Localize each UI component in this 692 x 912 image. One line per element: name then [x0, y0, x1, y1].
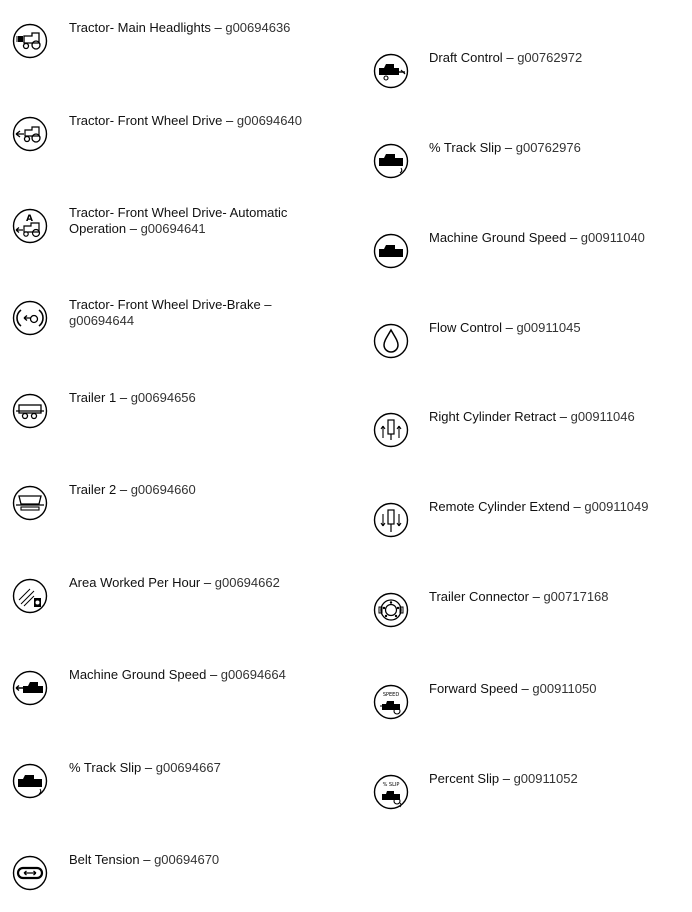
trailer-2-icon	[12, 485, 48, 521]
machine-ground-speed-icon	[373, 233, 409, 269]
symbol-label	[429, 409, 691, 425]
symbol-entry	[0, 760, 345, 820]
graphic-code: g00762972	[517, 50, 583, 65]
machine-ground-speed-icon	[12, 670, 48, 706]
graphic-code: g00694660	[130, 482, 196, 497]
symbol-label	[429, 50, 691, 66]
tractor-front-wheel-drive-icon	[12, 116, 48, 152]
symbol-entry	[360, 140, 692, 200]
symbol-title: Tractor- Main Headlights	[69, 20, 211, 35]
symbol-title: Forward Speed	[429, 681, 518, 696]
graphic-code: g00911040	[580, 230, 645, 245]
percent-slip-icon	[373, 774, 409, 810]
symbol-label	[69, 482, 309, 498]
symbol-entry	[360, 771, 692, 831]
symbol-title: Tractor- Front Wheel Drive	[69, 113, 223, 128]
symbol-label	[429, 499, 691, 515]
symbol-title: Remote Cylinder Extend	[429, 499, 570, 514]
symbol-entry	[0, 113, 345, 173]
track-slip-icon	[12, 763, 48, 799]
symbol-title: Tractor- Front Wheel Drive-Brake	[69, 297, 261, 312]
graphic-code: g00694644	[69, 313, 135, 328]
symbol-entry	[360, 409, 692, 469]
graphic-code: g00911049	[584, 499, 649, 514]
symbol-entry	[0, 852, 345, 912]
separator: –	[505, 320, 513, 335]
separator: –	[203, 575, 212, 590]
symbol-title: Machine Ground Speed	[429, 230, 567, 245]
symbol-entry	[0, 667, 345, 727]
symbol-title: Trailer Connector	[429, 589, 529, 604]
draft-control-icon	[373, 53, 409, 89]
symbol-label	[69, 297, 309, 329]
separator: –	[143, 852, 151, 867]
graphic-code: g00911046	[570, 409, 635, 424]
symbol-entry	[0, 20, 345, 80]
symbol-label	[69, 575, 309, 591]
tractor-fwd-automatic-icon	[12, 208, 48, 244]
separator: –	[559, 409, 568, 424]
separator: –	[521, 681, 529, 696]
graphic-code: g00694662	[214, 575, 280, 590]
symbol-title: Machine Ground Speed	[69, 667, 207, 682]
symbol-label	[429, 589, 691, 605]
symbol-entry	[0, 575, 345, 635]
separator: –	[502, 771, 510, 786]
trailer-1-icon	[12, 393, 48, 429]
graphic-code: g00911045	[516, 320, 581, 335]
symbol-label	[429, 771, 691, 787]
separator: –	[506, 50, 514, 65]
separator: –	[119, 482, 128, 497]
forward-speed-icon	[373, 684, 409, 720]
symbol-title: % Track Slip	[429, 140, 502, 155]
graphic-code: g00694664	[220, 667, 286, 682]
symbol-entry	[0, 482, 345, 542]
symbol-entry	[360, 499, 692, 559]
symbol-entry	[360, 230, 692, 290]
symbol-label	[429, 140, 691, 156]
symbol-title: % Track Slip	[69, 760, 142, 775]
icon-text: SPEED	[382, 692, 400, 698]
graphic-code: g00694640	[236, 113, 302, 128]
separator: –	[532, 589, 540, 604]
symbol-label	[69, 852, 309, 868]
graphic-code: g00911052	[513, 771, 578, 786]
graphic-code: g00694667	[155, 760, 221, 775]
graphic-code: g00694670	[154, 852, 220, 867]
symbol-title: Trailer 2	[69, 482, 117, 497]
symbol-entry	[0, 390, 345, 450]
symbol-label	[69, 20, 309, 36]
graphic-code: g00911050	[532, 681, 597, 696]
separator: –	[119, 390, 128, 405]
symbol-label	[429, 230, 691, 246]
symbol-label	[429, 320, 691, 336]
symbol-title: Trailer 1	[69, 390, 117, 405]
separator: –	[573, 499, 581, 514]
tractor-headlights-icon	[12, 23, 48, 59]
separator: –	[226, 113, 234, 128]
separator: –	[569, 230, 578, 245]
flow-control-icon	[373, 323, 409, 359]
symbol-label	[69, 760, 309, 776]
symbol-entry	[0, 297, 345, 357]
trailer-connector-icon	[373, 592, 409, 628]
symbol-title: Draft Control	[429, 50, 503, 65]
separator: –	[264, 297, 272, 312]
cylinder-retract-icon	[373, 412, 409, 448]
belt-tension-icon	[12, 855, 48, 891]
symbol-title: Right Cylinder Retract	[429, 409, 557, 424]
symbol-entry	[360, 320, 692, 380]
separator: –	[144, 760, 153, 775]
symbol-label	[69, 205, 309, 237]
separator: –	[214, 20, 222, 35]
graphic-code: g00694656	[130, 390, 196, 405]
graphic-code: g00694636	[225, 20, 291, 35]
graphic-code: g00717168	[543, 589, 609, 604]
graphic-code: g00694641	[140, 221, 206, 236]
symbol-entry	[360, 681, 692, 741]
separator: –	[504, 140, 513, 155]
symbol-label	[69, 667, 309, 683]
symbol-entry	[0, 205, 345, 265]
svg-text:A: A	[26, 214, 33, 224]
icon-text: % SLIP	[382, 782, 400, 788]
separator: –	[129, 221, 137, 236]
symbol-title: Area Worked Per Hour	[69, 575, 201, 590]
symbol-title: Belt Tension	[69, 852, 140, 867]
symbol-entry	[360, 50, 692, 110]
symbol-title: Tractor- Front Wheel Drive- Automatic Operation	[69, 205, 288, 236]
symbol-label	[69, 390, 309, 406]
symbol-entry	[360, 589, 692, 649]
symbol-title: Percent Slip	[429, 771, 500, 786]
symbol-label	[69, 113, 309, 129]
cylinder-extend-icon	[373, 502, 409, 538]
tractor-fwd-brake-icon	[12, 300, 48, 336]
graphic-code: g00762976	[515, 140, 581, 155]
separator: –	[209, 667, 218, 682]
area-worked-per-hour-icon	[12, 578, 48, 614]
symbol-title: Flow Control	[429, 320, 502, 335]
symbol-label	[429, 681, 691, 697]
track-slip-icon	[373, 143, 409, 179]
